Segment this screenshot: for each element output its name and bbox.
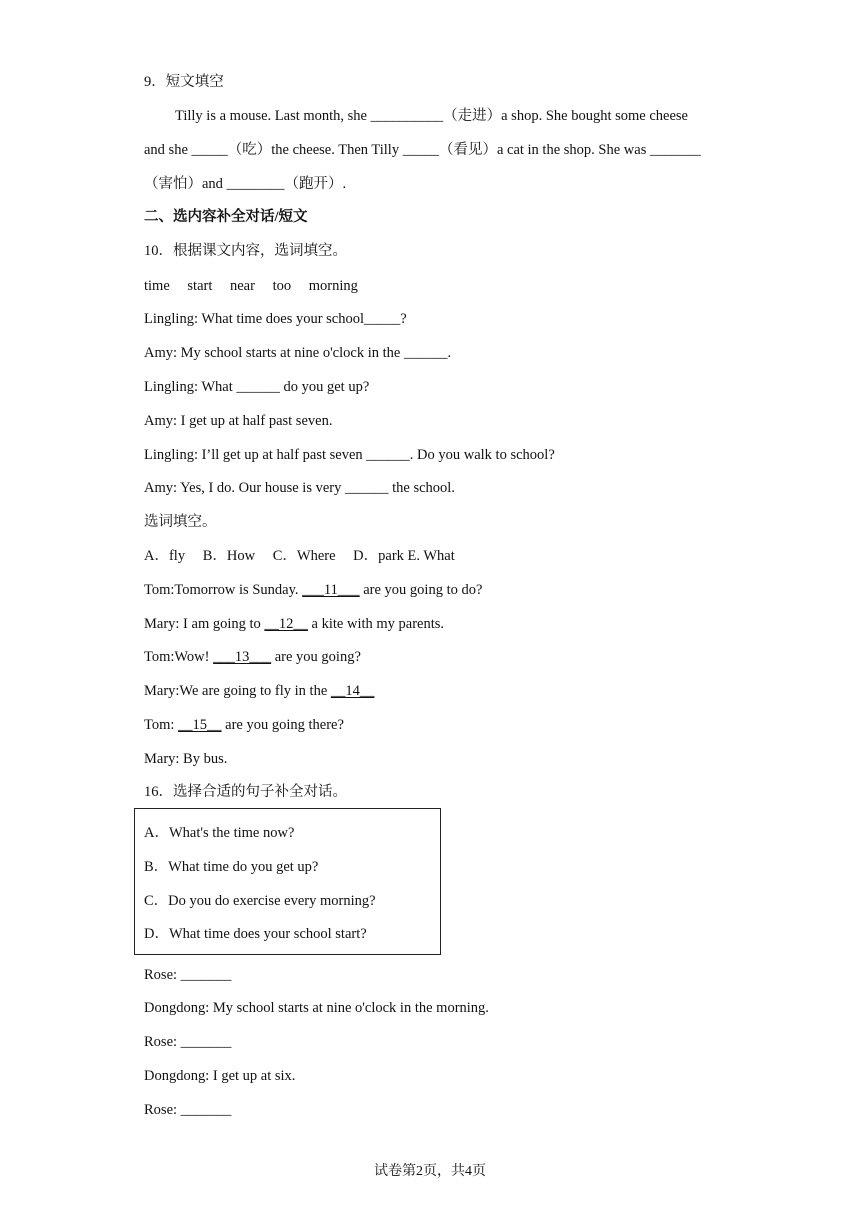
option-item: B．How <box>202 548 256 564</box>
choice-item: C．Do you do exercise every morning? <box>144 893 376 909</box>
dialog-line <box>144 647 361 667</box>
blank-11: ___11___ <box>302 582 360 598</box>
dialog-line: Amy: I get up at half past seven. <box>144 413 333 429</box>
question-9-line-1: Tilly is a mouse. Last month, she __________（走进）a shop. She bought some cheese <box>175 108 688 124</box>
dialog-line: Rose: _______ <box>144 1102 232 1118</box>
option-item: A．fly <box>144 548 186 564</box>
dialog-line: Amy: Yes, I do. Our house is very ______ the school. <box>144 480 455 496</box>
dialog-line: Lingling: I’ll get up at half past seven ______. Do you walk to school? <box>144 447 555 463</box>
dialog-text: Mary: I am going to <box>144 616 265 632</box>
dialog-line <box>144 681 374 701</box>
question-10-title: 10．根据课文内容，选词填空。 <box>144 243 347 259</box>
section-heading: 二、选内容补全对话/短文 <box>144 209 308 225</box>
dialog-text: Tom: <box>144 717 179 733</box>
dialog-line: Lingling: What time does your school_____? <box>144 311 407 327</box>
question-16-title: 16．选择合适的句子补全对话。 <box>144 784 347 800</box>
blank-15: __15__ <box>178 717 222 733</box>
page-footer: 试卷第2页，共4页 <box>374 1164 486 1179</box>
question-9-line-3: （害怕）and ________（跑开）. <box>144 176 347 192</box>
dialog-line: Dongdong: I get up at six. <box>144 1068 296 1084</box>
dialog-text: Mary:We are going to fly in the <box>144 683 331 699</box>
option-item: C．Where <box>272 548 336 564</box>
dialog-text: Tom:Tomorrow is Sunday. <box>144 582 303 598</box>
dialog-text: Tom:Wow! <box>144 649 214 665</box>
dialog-text: a kite with my parents. <box>307 616 445 632</box>
option-list <box>144 546 469 566</box>
word-bank-item: near <box>230 278 255 294</box>
word-bank-item: time <box>144 278 170 294</box>
dialog-line <box>144 715 344 735</box>
blank-12: __12__ <box>264 616 308 632</box>
word-bank-item: start <box>187 278 213 294</box>
choice-item: A．What's the time now? <box>144 825 295 841</box>
dialog-line: Amy: My school starts at nine o'clock in the ______. <box>144 345 452 361</box>
word-bank-item: too <box>272 278 292 294</box>
word-bank-item: morning <box>308 278 358 294</box>
option-item: D．park E. What <box>353 548 455 564</box>
dialog-text: are you going? <box>271 649 361 665</box>
dialog-line <box>144 614 444 634</box>
dialog-line: Rose: _______ <box>144 967 232 983</box>
dialog-line: Lingling: What ______ do you get up? <box>144 379 370 395</box>
blank-14: __14__ <box>330 683 375 699</box>
choice-item: B．What time do you get up? <box>144 859 319 875</box>
question-9-title: 9．短文填空 <box>144 74 224 90</box>
dialog-line: Dongdong: My school starts at nine o'clock in the morning. <box>144 1000 489 1016</box>
word-bank <box>144 276 372 296</box>
dialog-line <box>144 749 227 769</box>
question-9-line-2: and she _____（吃）the cheese. Then Tilly _____（看见）a cat in the shop. She was _______ <box>144 142 701 158</box>
dialog-text: Mary: By bus. <box>144 751 228 767</box>
dialog-line: Rose: _______ <box>144 1034 232 1050</box>
dialog-text: are you going to do? <box>359 582 483 598</box>
choice-item: D．What time does your school start? <box>144 926 367 942</box>
blank-13: ___13___ <box>213 649 272 665</box>
dialog-text: are you going there? <box>221 717 344 733</box>
question-11-intro: 选词填空。 <box>144 514 217 530</box>
dialog-line <box>144 580 482 600</box>
